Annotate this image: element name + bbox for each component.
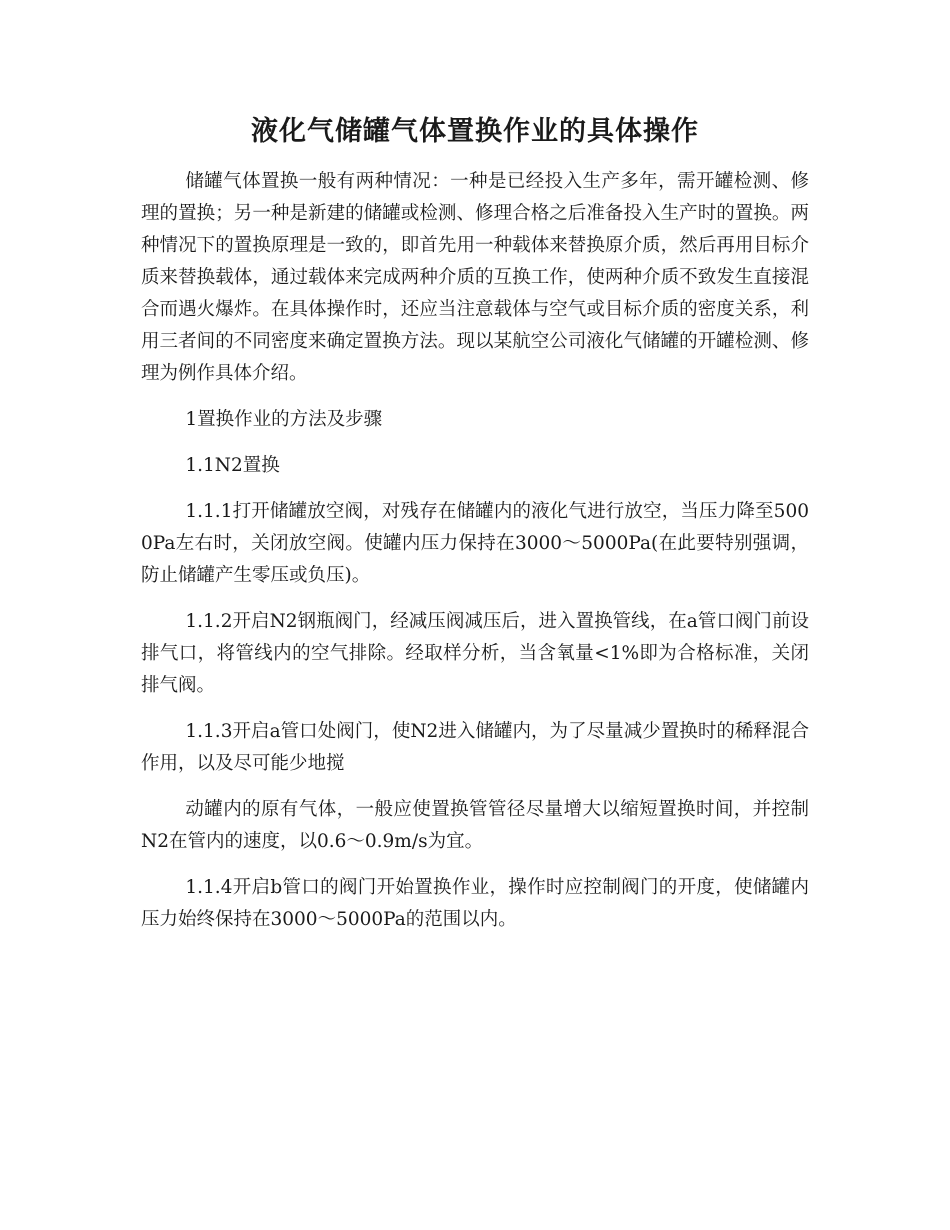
paragraph-1-1-3: 1.1.3开启a管口处阀门，使N2进入储罐内，为了尽量减少置换时的稀释混合作用，以及尽可能少地搅	[141, 721, 809, 774]
paragraph-1-1-1: 1.1.1打开储罐放空阀，对残存在储罐内的液化气进行放空，当压力降至5000Pa左右时，关闭放空阀。使罐内压力保持在3000～5000Pa(在此要特别强调，防止储罐产生零压或负压)。	[141, 501, 809, 586]
document-title: 液化气储罐气体置换作业的具体操作	[251, 116, 699, 147]
paragraph-1-1-2: 1.1.2开启N2钢瓶阀门，经减压阀减压后，进入置换管线，在a管口阀门前设排气口，将管线内的空气排除。经取样分析，当含氧量<1%即为合格标准，关闭排气阀。	[141, 611, 809, 696]
section-heading-1-1: 1.1N2置换	[185, 455, 280, 476]
paragraph-intro: 储罐气体置换一般有两种情况：一种是已经投入生产多年，需开罐检测、修理的置换；另一种是新建的储罐或检测、修理合格之后准备投入生产时的置换。两种情况下的置换原理是一致的，即首先用一种载体来替换原介质，然后再用目标介质来替换载体，通过载体来完成两种介质的互换工作，使两种介质不致发生直接混合而遇火爆炸。在具体操作时，还应当注意载体与空气或目标介质的密度关系，利用三者间的不同密度来确定置换方法。现以某航空公司液化气储罐的开罐检测、修理为例作具体介绍。	[141, 171, 809, 384]
section-heading-1: 1置换作业的方法及步骤	[185, 409, 383, 430]
document-page	[141, 108, 809, 936]
paragraph-1-1-3-continued: 动罐内的原有气体，一般应使置换管管径尽量增大以缩短置换时间，并控制N2在管内的速度，以0.6～0.9m/s为宜。	[141, 799, 809, 852]
paragraph-1-1-4: 1.1.4开启b管口的阀门开始置换作业，操作时应控制阀门的开度，使储罐内压力始终保持在3000～5000Pa的范围以内。	[141, 877, 809, 930]
